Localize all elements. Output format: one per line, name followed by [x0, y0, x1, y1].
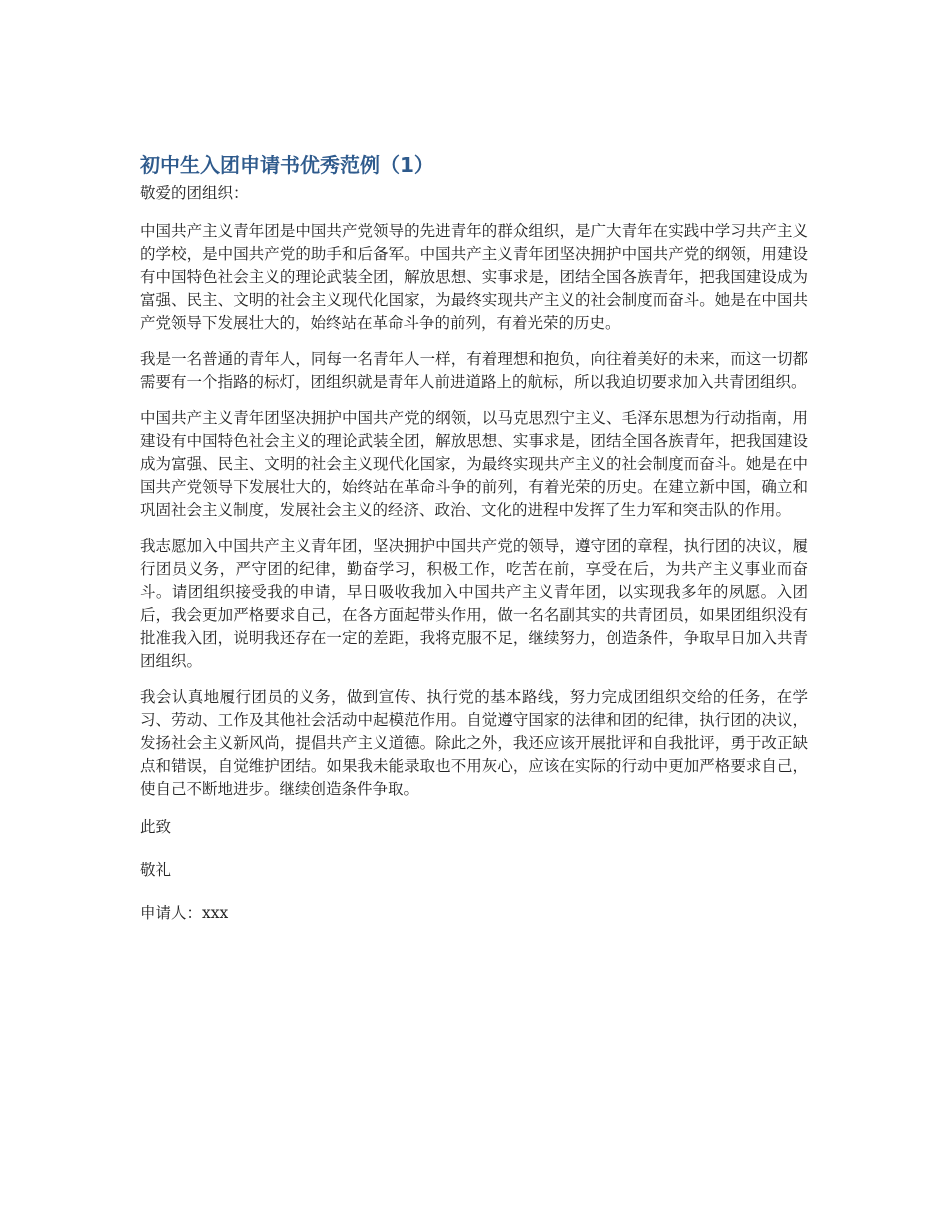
- paragraph-5: 我会认真地履行团员的义务，做到宣传、执行党的基本路线，努力完成团组织交给的任务，在学习、劳动、工作及其他社会活动中起模范作用。自觉遵守国家的法律和团的纪律，执行团的决议，发扬社会主义新风尚，提倡共产主义道德。除此之外，我还应该开展批评和自我批评，勇于改正缺点和错误，自觉维护团结。如果我未能录取也不用灰心，应该在实际的行动中更加严格要求自己，使自己不断地进步。继续创造条件争取。: [140, 688, 808, 798]
- paragraph-2: 我是一名普通的青年人，同每一名青年人一样，有着理想和抱负，向往着美好的未来，而这一切都需要有一个指路的标灯，团组织就是青年人前进道路上的航标，所以我迫切要求加入共青团组织。: [140, 350, 808, 391]
- paragraph-3: 中国共产主义青年团坚决拥护中国共产党的纲领，以马克思烈宁主义、毛泽东思想为行动指南，用建设有中国特色社会主义的理论武装全团，解放思想、实事求是，团结全国各族青年，把我国建设成为富强、民主、文明的社会主义现代化国家，为最终实现共产主义的社会制度而奋斗。她是在中国共产党领导下发展壮大的，始终站在革命斗争的前列，有着光荣的历史。在建立新中国，确立和巩固社会主义制度，发展社会主义的经济、政治、文化的进程中发挥了生力军和突击队的作用。: [140, 409, 808, 519]
- document-body: [140, 150, 808, 943]
- salutation: 敬爱的团组织：: [140, 184, 249, 202]
- paragraph-1: 中国共产主义青年团是中国共产党领导的先进青年的群众组织，是广大青年在实践中学习共产主义的学校，是中国共产党的助手和后备军。中国共产主义青年团坚决拥护中国共产党的纲领，用建设有中国特色社会主义的理论武装全团，解放思想、实事求是，团结全国各族青年，把我国建设成为富强、民主、文明的社会主义现代化国家，为最终实现共产主义的社会制度而奋斗。她是在中国共产党领导下发展壮大的，始终站在革命斗争的前列，有着光荣的历史。: [140, 222, 808, 332]
- closing-cizhi: 此致: [140, 818, 172, 836]
- paragraph-4: 我志愿加入中国共产主义青年团，坚决拥护中国共产党的领导，遵守团的章程，执行团的决议，履行团员义务，严守团的纪律，勤奋学习，积极工作，吃苦在前，享受在后，为共产主义事业而奋斗。请团组织接受我的申请，早日吸收我加入中国共产主义青年团，以实现我多年的夙愿。入团后，我会更加严格要求自己，在各方面起带头作用，做一名名副其实的共青团员，如果团组织没有批准我入团，说明我还存在一定的差距，我将克服不足，继续努力，创造条件，争取早日加入共青团组织。: [140, 537, 808, 670]
- closing-jingli: 敬礼: [140, 861, 172, 879]
- document-title: 初中生入团申请书优秀范例（1）: [140, 153, 434, 177]
- signature: 申请人：xxx: [140, 904, 229, 922]
